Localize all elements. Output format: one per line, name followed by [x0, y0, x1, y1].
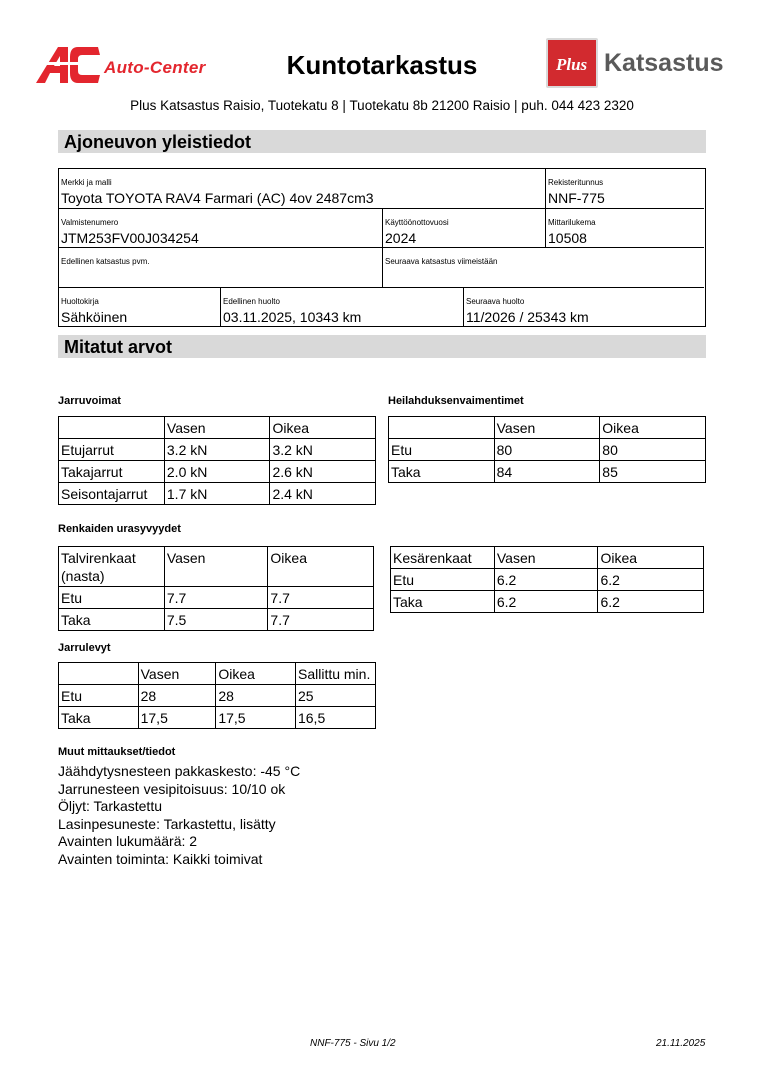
summer-tires-table [390, 546, 704, 613]
table-cell: 2.0 kN [164, 461, 270, 483]
table-header-row [59, 663, 376, 685]
section-measured-title: Mitatut arvot [64, 337, 172, 357]
previous-inspection-label: Edellinen katsastus pvm. [61, 257, 150, 266]
table-cell: 84 [494, 461, 600, 483]
table-cell: 3.2 kN [164, 439, 270, 461]
registration-cell [546, 169, 704, 209]
list-item: Jarrunesteen vesipitoisuus: 10/10 ok [58, 780, 286, 797]
previous-service-value: 03.11.2025, 10343 km [223, 309, 362, 325]
header-cell: Vasen [138, 663, 216, 685]
section-general-title: Ajoneuvon yleistiedot [64, 132, 252, 152]
table-cell: 80 [494, 439, 600, 461]
brake-discs-heading: Jarrulevyt [58, 642, 111, 654]
plus-badge-text: Plus [556, 55, 588, 74]
header-cell: Kesärenkaat [391, 547, 495, 569]
table-cell: 25 [295, 685, 375, 707]
table-cell: Etu [59, 685, 139, 707]
table-row [59, 587, 374, 609]
table-cell: Takajarrut [59, 461, 165, 483]
document-title: Kuntotarkastus [286, 50, 478, 80]
header-cell: Oikea [216, 663, 296, 685]
intro-year-label: Käyttöönottovuosi [385, 218, 449, 227]
table-row [391, 569, 704, 591]
table-cell: Etu [59, 587, 165, 609]
auto-center-logo [36, 45, 226, 85]
previous-inspection-cell [59, 248, 383, 288]
header-cell [389, 417, 495, 439]
shock-absorbers-table [388, 416, 706, 483]
table-cell: Taka [391, 591, 495, 613]
header-cell: Vasen [494, 417, 600, 439]
next-inspection-cell [383, 248, 704, 288]
list-item: Lasinpesuneste: Tarkastettu, lisätty [58, 815, 276, 832]
make-model-value: Toyota TOYOTA RAV4 Farmari (AC) 4ov 2487cm3 [61, 190, 374, 206]
table-cell: 28 [216, 685, 296, 707]
table-row [59, 439, 376, 461]
intro-year-value: 2024 [385, 230, 417, 246]
table-header-row [389, 417, 706, 439]
vin-cell [59, 209, 383, 248]
make-model-label: Merkki ja malli [61, 178, 112, 187]
next-service-label: Seuraava huolto [466, 297, 525, 306]
table-cell: 1.7 kN [164, 483, 270, 505]
table-row [59, 483, 376, 505]
table-cell: 80 [600, 439, 706, 461]
table-cell: 17,5 [138, 707, 216, 729]
previous-service-label: Edellinen huolto [223, 297, 280, 306]
table-cell: 6.2 [494, 591, 598, 613]
table-cell: 85 [600, 461, 706, 483]
odometer-label: Mittarilukema [548, 218, 596, 227]
vin-value: JTM253FV00J034254 [61, 230, 199, 246]
next-inspection-label: Seuraava katsastus viimeistään [385, 257, 498, 266]
service-book-label: Huoltokirja [61, 297, 99, 306]
header-cell: Oikea [598, 547, 704, 569]
shock-absorbers-heading: Heilahduksenvaimentimet [388, 395, 524, 407]
table-cell: 17,5 [216, 707, 296, 729]
list-item: Avainten toiminta: Kaikki toimivat [58, 850, 263, 867]
table-cell: Taka [59, 609, 165, 631]
winter-tires-table [58, 546, 374, 631]
header-cell: Oikea [600, 417, 706, 439]
table-cell: Taka [389, 461, 495, 483]
table-cell: Taka [59, 707, 139, 729]
other-measurements-heading: Muut mittaukset/tiedot [58, 746, 176, 758]
table-cell: 3.2 kN [270, 439, 376, 461]
registration-label: Rekisteritunnus [548, 178, 604, 187]
table-cell: 6.2 [598, 591, 704, 613]
ac-logo-mark-icon [36, 45, 102, 85]
header-cell: Oikea [268, 547, 374, 587]
intro-year-cell [383, 209, 546, 248]
ac-logo-text: Auto-Center [104, 58, 206, 77]
brake-discs-table [58, 662, 376, 729]
table-cell: 7.5 [164, 609, 268, 631]
table-cell: 28 [138, 685, 216, 707]
header-cell: Vasen [164, 417, 270, 439]
table-cell: 6.2 [494, 569, 598, 591]
other-measurements-list [58, 763, 300, 868]
table-cell: 7.7 [164, 587, 268, 609]
footer-page-number: NNF-775 - Sivu 1/2 [310, 1038, 396, 1049]
next-service-value: 11/2026 / 25343 km [466, 309, 589, 325]
list-item: Öljyt: Tarkastettu [58, 798, 163, 814]
table-cell: Etu [391, 569, 495, 591]
table-row [59, 609, 374, 631]
table-row [59, 707, 376, 729]
plus-badge [546, 38, 598, 88]
header-cell [59, 417, 165, 439]
header-cell: Sallittu min. [295, 663, 375, 685]
header-cell [59, 663, 139, 685]
make-model-cell [59, 169, 546, 209]
table-row [59, 461, 376, 483]
katsastus-logo-text: Katsastus [604, 49, 724, 77]
odometer-value: 10508 [548, 230, 587, 246]
table-cell: 2.4 kN [270, 483, 376, 505]
table-row [389, 461, 706, 483]
brake-forces-heading: Jarruvoimat [58, 395, 121, 407]
header-cell: Oikea [270, 417, 376, 439]
plus-katsastus-logo [546, 38, 728, 90]
section-measured-header [58, 335, 706, 358]
station-address: Plus Katsastus Raisio, Tuotekatu 8 | Tuotekatu 8b 21200 Raisio | puh. 044 423 2320 [130, 98, 634, 113]
table-cell: 6.2 [598, 569, 704, 591]
table-row [59, 685, 376, 707]
table-cell: 2.6 kN [270, 461, 376, 483]
table-cell: 16,5 [295, 707, 375, 729]
service-book-cell [59, 288, 221, 326]
brake-forces-table [58, 416, 376, 505]
previous-service-cell [221, 288, 464, 326]
registration-value: NNF-775 [548, 190, 605, 206]
table-cell: Etujarrut [59, 439, 165, 461]
vin-label: Valmistenumero [61, 218, 119, 227]
table-cell: 7.7 [268, 587, 374, 609]
table-row [389, 439, 706, 461]
table-cell: Etu [389, 439, 495, 461]
service-book-value: Sähköinen [61, 309, 128, 325]
table-cell: 7.7 [268, 609, 374, 631]
next-service-cell [464, 288, 704, 326]
table-row [391, 591, 704, 613]
header-cell: Talvirenkaat (nasta) [59, 547, 165, 587]
header-cell: Vasen [164, 547, 268, 587]
list-item: Jäähdytysnesteen pakkaskesto: -45 °C [58, 763, 301, 779]
table-header-row [59, 417, 376, 439]
table-header-row [59, 547, 374, 587]
list-item: Avainten lukumäärä: 2 [58, 833, 198, 849]
tire-tread-heading: Renkaiden urasyvyydet [58, 523, 181, 535]
table-cell: Seisontajarrut [59, 483, 165, 505]
table-header-row [391, 547, 704, 569]
footer-date: 21.11.2025 [656, 1038, 706, 1049]
vehicle-info-grid [58, 168, 706, 327]
section-general-header [58, 130, 706, 153]
odometer-cell [546, 209, 704, 248]
header-cell: Vasen [494, 547, 598, 569]
